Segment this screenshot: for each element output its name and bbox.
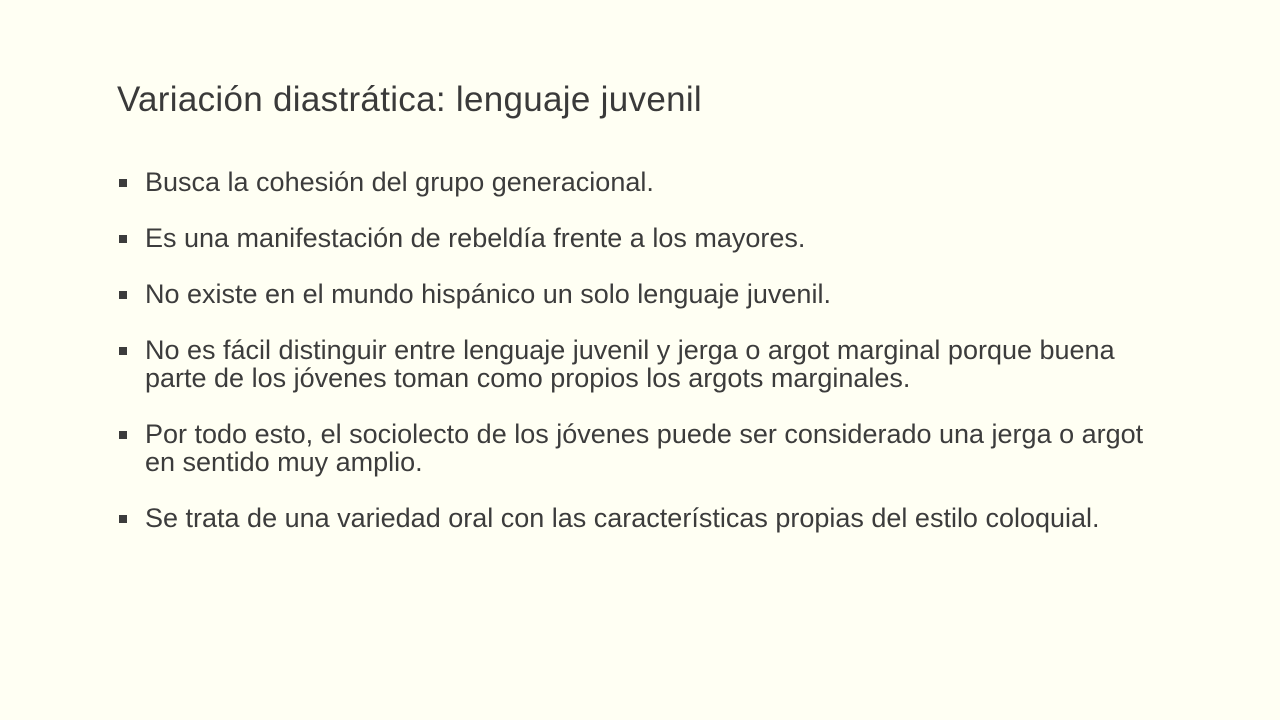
bullet-item	[115, 280, 1175, 308]
bullet-text: No existe en el mundo hispánico un solo lenguaje juvenil.	[145, 279, 831, 309]
slide-title: Variación diastrática: lenguaje juvenil	[117, 80, 702, 119]
bullet-text: Busca la cohesión del grupo generacional.	[145, 167, 654, 197]
bullet-text: Es una manifestación de rebeldía frente a los mayores.	[145, 223, 806, 253]
square-bullet-icon	[119, 235, 127, 243]
bullet-item	[115, 224, 1175, 252]
square-bullet-icon	[119, 179, 127, 187]
square-bullet-icon	[119, 291, 127, 299]
bullet-item	[115, 420, 1175, 476]
square-bullet-icon	[119, 431, 127, 439]
bullet-item	[115, 336, 1175, 392]
square-bullet-icon	[119, 515, 127, 523]
bullet-list	[115, 168, 1175, 560]
bullet-item	[115, 168, 1175, 196]
bullet-item	[115, 504, 1175, 532]
square-bullet-icon	[119, 347, 127, 355]
bullet-text: No es fácil distinguir entre lenguaje juvenil y jerga o argot marginal porque buena parte de los jóvenes toman como propios los argots marginales.	[145, 335, 1115, 393]
bullet-text: Por todo esto, el sociolecto de los jóvenes puede ser considerado una jerga o argot en sentido muy amplio.	[145, 419, 1144, 477]
bullet-text: Se trata de una variedad oral con las características propias del estilo coloquial.	[145, 503, 1100, 533]
